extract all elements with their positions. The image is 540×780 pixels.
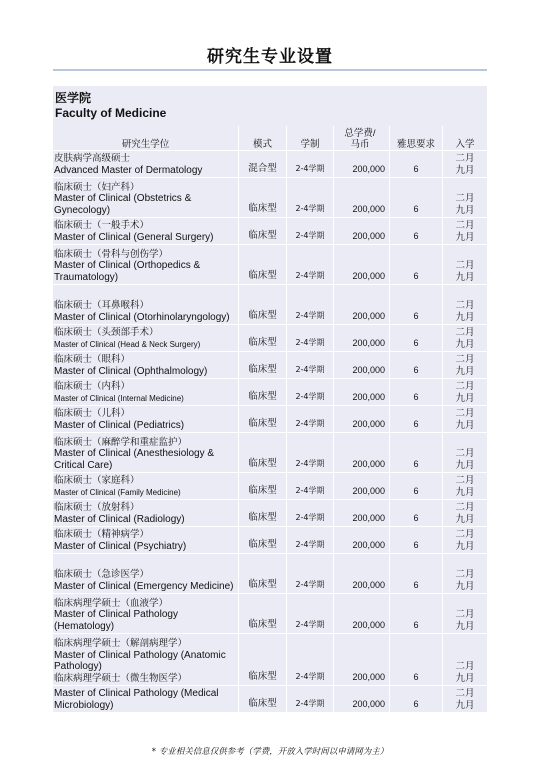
table-row xyxy=(53,151,488,178)
mode-cell: 临床型 xyxy=(239,473,287,500)
program-name-zh: 临床病理学硕士（血液学） xyxy=(54,597,169,609)
intake-month-1: 二月 xyxy=(455,529,475,540)
table-row xyxy=(53,285,488,325)
intake-month-1: 二月 xyxy=(455,354,475,365)
program-name-cell xyxy=(53,325,239,352)
duration-cell: 2-4学期 xyxy=(287,500,334,527)
table-row xyxy=(53,433,488,473)
program-name-zh: 皮肤病学高级硕士 xyxy=(54,153,131,165)
table-row xyxy=(53,634,488,686)
program-name-zh: 临床硕士（放射科） xyxy=(54,502,140,514)
program-name-en: Master of Clinical Pathology (Hematology) xyxy=(54,609,178,633)
program-name-cell xyxy=(53,686,239,713)
program-name-zh: 临床硕士（一般手术） xyxy=(54,220,150,232)
intake-cell xyxy=(443,178,488,218)
program-name-zh: 临床硕士（急诊医学） xyxy=(54,569,150,581)
intake-month-1: 二月 xyxy=(455,153,475,164)
mode-cell: 临床型 xyxy=(239,352,287,379)
fee-cell: 200,000 xyxy=(334,325,390,352)
program-name-en: Master of Clinical (Emergency Medicine) xyxy=(54,581,234,593)
fee-cell: 200,000 xyxy=(334,527,390,554)
mode-cell: 临床型 xyxy=(239,433,287,473)
ielts-cell: 6 xyxy=(390,527,443,554)
intake-month-2: 九月 xyxy=(455,541,475,552)
faculty-name-zh: 医学院 xyxy=(55,91,92,105)
program-name-en: Master of Clinical (Anesthesiology & Critical Care) xyxy=(54,448,215,472)
program-name-zh: 临床硕士（精神病学） xyxy=(54,529,150,541)
intake-month-1: 二月 xyxy=(455,220,475,231)
program-name-zh: 临床硕士（耳鼻喉科） xyxy=(54,300,150,312)
mode-cell: 临床型 xyxy=(239,406,287,433)
intake-month-1: 二月 xyxy=(455,381,475,392)
mode-cell: 临床型 xyxy=(239,500,287,527)
table-row xyxy=(53,379,488,406)
table-row xyxy=(53,245,488,285)
duration-cell: 2-4学期 xyxy=(287,218,334,245)
table-row xyxy=(53,178,488,218)
title-divider xyxy=(53,69,487,71)
table-row xyxy=(53,218,488,245)
intake-month-1: 二月 xyxy=(455,661,475,672)
fee-cell: 200,000 xyxy=(334,433,390,473)
fee-cell: 200,000 xyxy=(334,245,390,285)
intake-cell xyxy=(443,686,488,713)
intake-month-1: 二月 xyxy=(455,448,475,459)
program-name-en: Master of Clinical (Obstetrics & Gynecology) xyxy=(54,193,192,217)
program-name-en: Master of Clinical Pathology (Anatomic Pathology) xyxy=(54,649,226,673)
program-name-cell xyxy=(53,245,239,285)
intake-month-2: 九月 xyxy=(455,339,475,350)
intake-month-2: 九月 xyxy=(455,312,475,323)
intake-cell xyxy=(443,218,488,245)
intake-month-1: 二月 xyxy=(455,408,475,419)
intake-month-2: 九月 xyxy=(455,366,475,377)
footnote: * 专业相关信息仅供参考（学费，开放入学时间以申请网为主） xyxy=(151,747,389,757)
intake-month-1: 二月 xyxy=(455,475,475,486)
ielts-cell: 6 xyxy=(390,325,443,352)
mode-cell: 混合型 xyxy=(239,151,287,178)
intake-cell xyxy=(443,325,488,352)
program-name-zh: 临床硕士（儿科） xyxy=(54,408,131,420)
intake-month-2: 九月 xyxy=(455,673,475,684)
program-name-cell xyxy=(53,433,239,473)
duration-cell: 2-4学期 xyxy=(287,527,334,554)
table-row xyxy=(53,554,488,594)
duration-cell: 2-4学期 xyxy=(287,245,334,285)
fee-cell: 200,000 xyxy=(334,178,390,218)
ielts-cell: 6 xyxy=(390,554,443,594)
ielts-cell: 6 xyxy=(390,473,443,500)
ielts-cell: 6 xyxy=(390,379,443,406)
intake-cell xyxy=(443,285,488,325)
ielts-cell: 6 xyxy=(390,500,443,527)
program-name-cell xyxy=(53,406,239,433)
program-name-en: Master of Clinical (Family Medicine) xyxy=(54,488,181,498)
intake-month-1: 二月 xyxy=(455,569,475,580)
intake-month-2: 九月 xyxy=(455,514,475,525)
intake-cell xyxy=(443,151,488,178)
duration-cell: 2-4学期 xyxy=(287,151,334,178)
program-name-cell xyxy=(53,500,239,527)
fee-cell: 200,000 xyxy=(334,634,390,686)
faculty-name-en: Faculty of Medicine xyxy=(55,106,167,120)
fee-cell: 200,000 xyxy=(334,151,390,178)
ielts-cell: 6 xyxy=(390,285,443,325)
intake-month-2: 九月 xyxy=(455,420,475,431)
intake-month-1: 二月 xyxy=(455,193,475,204)
mode-cell: 临床型 xyxy=(239,245,287,285)
intake-cell xyxy=(443,500,488,527)
program-name-zh: 临床硕士（家庭科） xyxy=(54,475,140,487)
program-name-zh: 临床硕士（眼科） xyxy=(54,354,131,366)
ielts-cell: 6 xyxy=(390,178,443,218)
table-row xyxy=(53,527,488,554)
program-name-zh-secondary: 临床病理学硕士（微生物医学） xyxy=(54,673,188,685)
program-name-cell xyxy=(53,178,239,218)
faculty-header xyxy=(53,86,487,126)
program-name-cell xyxy=(53,634,239,686)
program-name-en: Advanced Master of Dermatology xyxy=(54,165,203,177)
intake-month-2: 九月 xyxy=(455,700,475,711)
intake-month-1: 二月 xyxy=(455,327,475,338)
program-name-zh: 临床硕士（妇产科） xyxy=(54,181,140,193)
mode-cell: 临床型 xyxy=(239,379,287,406)
duration-cell: 2-4学期 xyxy=(287,473,334,500)
program-name-cell xyxy=(53,285,239,325)
intake-month-2: 九月 xyxy=(455,581,475,592)
table-row xyxy=(53,686,488,713)
program-name-en: Master of Clinical (Internal Medicine) xyxy=(54,394,184,404)
intake-month-1: 二月 xyxy=(455,609,475,620)
fee-cell: 200,000 xyxy=(334,473,390,500)
duration-cell: 2-4学期 xyxy=(287,178,334,218)
table-header-row xyxy=(53,126,488,151)
intake-cell xyxy=(443,554,488,594)
duration-cell: 2-4学期 xyxy=(287,285,334,325)
intake-cell xyxy=(443,379,488,406)
program-name-en: Master of Clinical Pathology (Medical Microbiology) xyxy=(54,688,219,712)
fee-cell: 200,000 xyxy=(334,406,390,433)
intake-cell xyxy=(443,352,488,379)
header-fee-line2: 马币 xyxy=(350,139,370,150)
fee-cell: 200,000 xyxy=(334,686,390,713)
mode-cell: 临床型 xyxy=(239,634,287,686)
table-row xyxy=(53,325,488,352)
header-fee-line1: 总学费/ xyxy=(344,128,376,139)
program-name-zh: 临床病理学硕士（解剖病理学） xyxy=(54,637,188,649)
duration-cell: 2-4学期 xyxy=(287,352,334,379)
table-row xyxy=(53,500,488,527)
intake-month-1: 二月 xyxy=(455,688,475,699)
duration-cell: 2-4学期 xyxy=(287,634,334,686)
program-name-en: Master of Clinical (Radiology) xyxy=(54,514,185,526)
program-name-cell xyxy=(53,379,239,406)
program-name-zh: 临床硕士（头颈部手术） xyxy=(54,327,159,339)
ielts-cell: 6 xyxy=(390,686,443,713)
duration-cell: 2-4学期 xyxy=(287,406,334,433)
fee-cell: 200,000 xyxy=(334,500,390,527)
mode-cell: 临床型 xyxy=(239,218,287,245)
fee-cell: 200,000 xyxy=(334,285,390,325)
program-rows xyxy=(53,151,488,713)
mode-cell: 临床型 xyxy=(239,178,287,218)
program-name-en: Master of Clinical (General Surgery) xyxy=(54,232,214,244)
intake-cell xyxy=(443,245,488,285)
intake-cell xyxy=(443,594,488,634)
ielts-cell: 6 xyxy=(390,634,443,686)
program-name-en: Master of Clinical (Psychiatry) xyxy=(54,541,187,553)
table-row xyxy=(53,406,488,433)
ielts-cell: 6 xyxy=(390,245,443,285)
program-name-cell xyxy=(53,218,239,245)
program-name-en: Master of Clinical (Ophthalmology) xyxy=(54,366,208,378)
mode-cell: 临床型 xyxy=(239,325,287,352)
program-name-zh: 临床硕士（骨科与创伤学） xyxy=(54,248,169,260)
mode-cell: 临床型 xyxy=(239,285,287,325)
intake-cell xyxy=(443,473,488,500)
mode-cell: 临床型 xyxy=(239,594,287,634)
fee-cell: 200,000 xyxy=(334,594,390,634)
page-title: 研究生专业设置 xyxy=(207,47,333,67)
program-name-cell xyxy=(53,527,239,554)
header-duration: 学制 xyxy=(287,126,334,151)
header-mode: 模式 xyxy=(239,126,287,151)
program-table xyxy=(53,126,488,713)
ielts-cell: 6 xyxy=(390,151,443,178)
table-row xyxy=(53,594,488,634)
intake-cell xyxy=(443,406,488,433)
ielts-cell: 6 xyxy=(390,218,443,245)
ielts-cell: 6 xyxy=(390,594,443,634)
intake-month-2: 九月 xyxy=(455,272,475,283)
intake-month-2: 九月 xyxy=(455,621,475,632)
fee-cell: 200,000 xyxy=(334,218,390,245)
intake-month-2: 九月 xyxy=(455,487,475,498)
fee-cell: 200,000 xyxy=(334,554,390,594)
program-name-cell xyxy=(53,473,239,500)
duration-cell: 2-4学期 xyxy=(287,686,334,713)
table-row xyxy=(53,352,488,379)
intake-cell xyxy=(443,527,488,554)
intake-month-1: 二月 xyxy=(455,260,475,271)
ielts-cell: 6 xyxy=(390,352,443,379)
duration-cell: 2-4学期 xyxy=(287,594,334,634)
intake-month-2: 九月 xyxy=(455,205,475,216)
fee-cell: 200,000 xyxy=(334,352,390,379)
program-name-en: Master of Clinical (Pediatrics) xyxy=(54,420,185,432)
ielts-cell: 6 xyxy=(390,406,443,433)
intake-month-2: 九月 xyxy=(455,393,475,404)
header-fee xyxy=(334,126,390,151)
program-name-en: Master of Clinical (Head & Neck Surgery) xyxy=(54,340,201,350)
program-name-cell xyxy=(53,352,239,379)
intake-month-1: 二月 xyxy=(455,502,475,513)
header-ielts: 雅思要求 xyxy=(390,126,443,151)
program-name-zh: 临床硕士（麻醉学和重症监护） xyxy=(54,436,188,448)
ielts-cell: 6 xyxy=(390,433,443,473)
program-name-en: Master of Clinical (Orthopedics & Traumatology) xyxy=(54,260,201,284)
intake-cell xyxy=(443,433,488,473)
program-name-cell xyxy=(53,594,239,634)
program-name-cell xyxy=(53,151,239,178)
duration-cell: 2-4学期 xyxy=(287,379,334,406)
header-program: 研究生学位 xyxy=(53,126,239,151)
duration-cell: 2-4学期 xyxy=(287,554,334,594)
header-intake: 入学 xyxy=(443,126,488,151)
program-name-en: Master of Clinical (Otorhinolaryngology) xyxy=(54,312,230,324)
intake-month-1: 二月 xyxy=(455,300,475,311)
intake-month-2: 九月 xyxy=(455,460,475,471)
duration-cell: 2-4学期 xyxy=(287,433,334,473)
intake-month-2: 九月 xyxy=(455,232,475,243)
mode-cell: 临床型 xyxy=(239,527,287,554)
intake-month-2: 九月 xyxy=(455,165,475,176)
program-name-cell xyxy=(53,554,239,594)
program-name-zh: 临床硕士（内科） xyxy=(54,381,131,393)
intake-cell xyxy=(443,634,488,686)
table-row xyxy=(53,473,488,500)
duration-cell: 2-4学期 xyxy=(287,325,334,352)
fee-cell: 200,000 xyxy=(334,379,390,406)
mode-cell: 临床型 xyxy=(239,554,287,594)
mode-cell: 临床型 xyxy=(239,686,287,713)
